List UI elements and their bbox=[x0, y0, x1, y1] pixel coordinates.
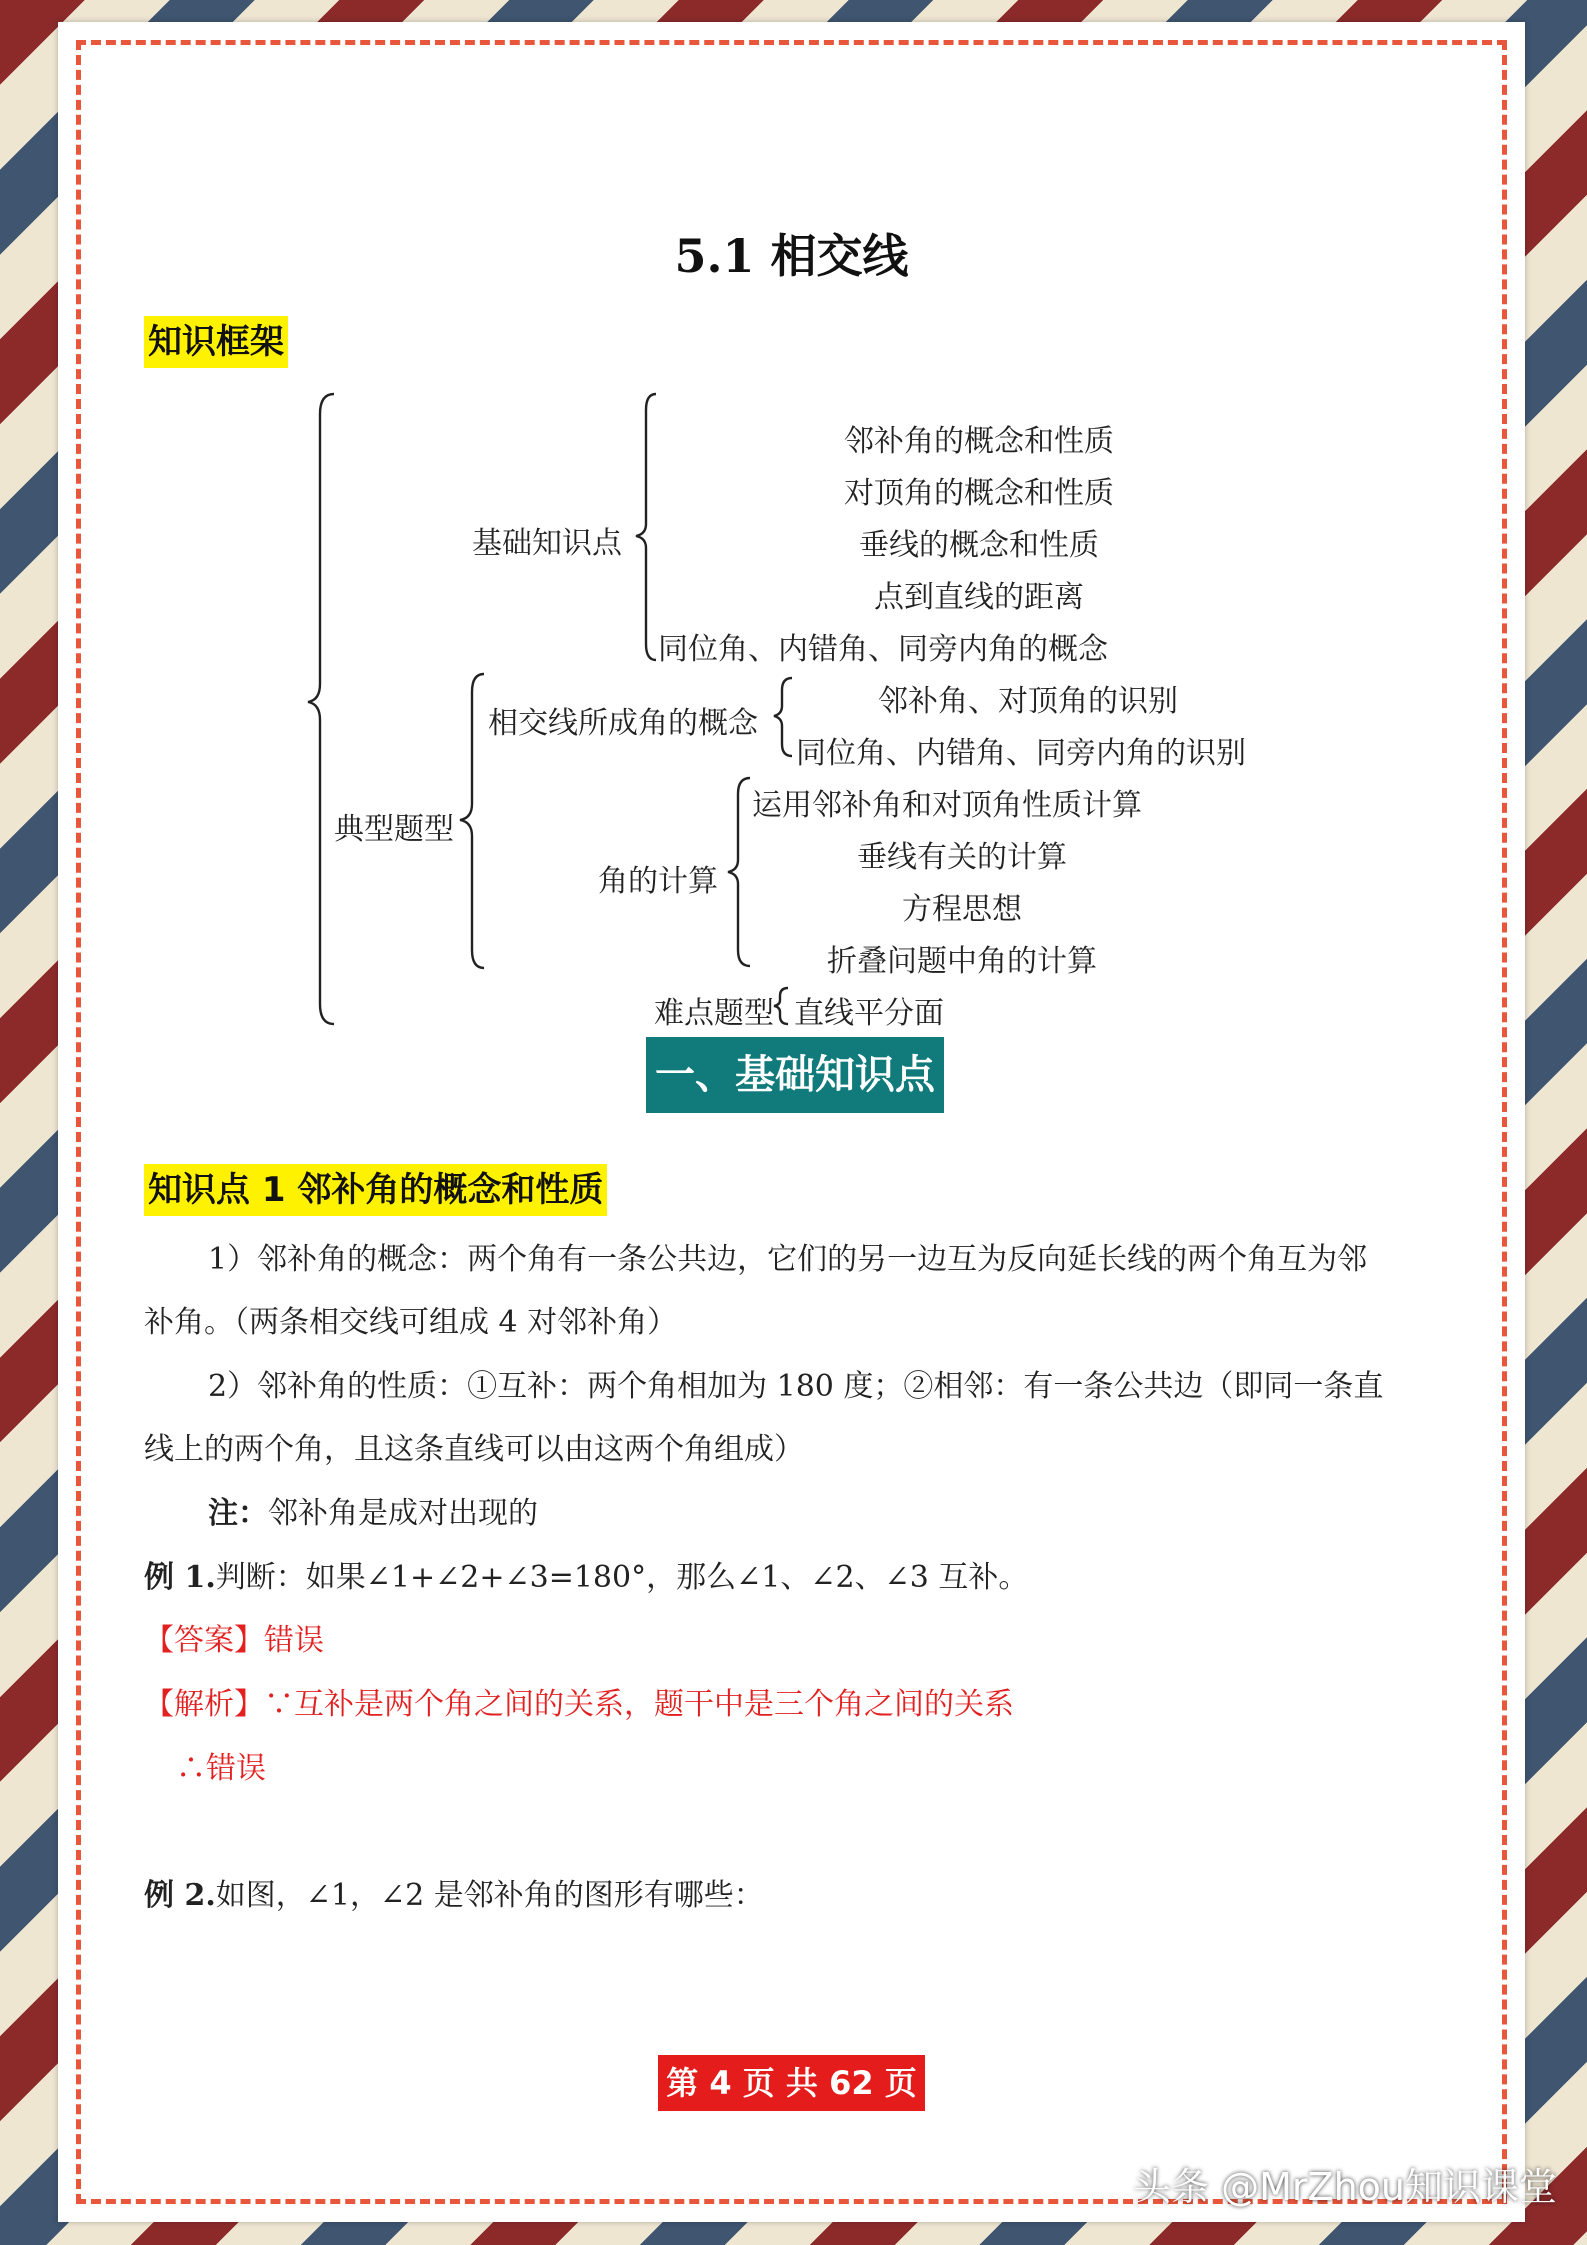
tree-basic-item: 同位角、内错角、同旁内角的概念 bbox=[658, 632, 1108, 667]
section-banner: 一、基础知识点 bbox=[646, 1037, 944, 1113]
tree-basic: 基础知识点 bbox=[472, 526, 622, 561]
analysis-conclusion: ∴错误 bbox=[176, 1751, 266, 1786]
tree-concept-item: 同位角、内错角、同旁内角的识别 bbox=[796, 736, 1246, 771]
tree-calc: 角的计算 bbox=[598, 864, 718, 899]
kp1-heading: 知识点 1 邻补角的概念和性质 bbox=[144, 1162, 607, 1211]
tree-calc-item: 折叠问题中角的计算 bbox=[827, 944, 1097, 979]
paragraph-line: 补角。（两条相交线可组成 4 对邻补角） bbox=[144, 1305, 678, 1340]
note: 注：邻补角是成对出现的 bbox=[208, 1496, 538, 1531]
brace-typical bbox=[460, 674, 484, 968]
analysis: 【解析】∵互补是两个角之间的关系，题干中是三个角之间的关系 bbox=[144, 1687, 1014, 1722]
tree-basic-item: 垂线的概念和性质 bbox=[859, 528, 1099, 563]
tree-basic-item: 点到直线的距离 bbox=[874, 580, 1084, 615]
brace-hard bbox=[774, 988, 788, 1024]
tree-hard-item: 直线平分面 bbox=[794, 996, 944, 1031]
tree-concept-item: 邻补角、对顶角的识别 bbox=[878, 684, 1178, 719]
answer: 【答案】错误 bbox=[144, 1623, 324, 1658]
tree-typical: 典型题型 bbox=[334, 812, 454, 847]
tree-calc-item: 垂线有关的计算 bbox=[857, 840, 1067, 875]
page-title: 5.1 相交线 bbox=[674, 229, 909, 283]
tree-hard: 难点题型 bbox=[654, 996, 774, 1031]
watermark: 头条 @MrZhou知识课堂 bbox=[1133, 2165, 1557, 2209]
document-page bbox=[58, 22, 1525, 2222]
tree-basic-item: 邻补角的概念和性质 bbox=[844, 424, 1114, 459]
brace-concept bbox=[774, 678, 792, 756]
tree-concept: 相交线所成角的概念 bbox=[488, 706, 758, 741]
brace-basic bbox=[636, 394, 656, 660]
brace-root bbox=[308, 394, 334, 1024]
paragraph-line: 线上的两个角，且这条直线可以由这两个角组成） bbox=[144, 1432, 804, 1467]
framework-heading: 知识框架 bbox=[144, 314, 288, 363]
example-2: 例 2.如图，∠1，∠2 是邻补角的图形有哪些： bbox=[144, 1878, 764, 1913]
page-number: 第 4 页 共 62 页 bbox=[658, 2055, 925, 2111]
tree-calc-item: 运用邻补角和对顶角性质计算 bbox=[752, 788, 1142, 823]
example-1: 例 1.判断：如果∠1+∠2+∠3=180°，那么∠1、∠2、∠3 互补。 bbox=[144, 1560, 1029, 1595]
brace-calc bbox=[728, 778, 750, 966]
paragraph-line: 2）邻补角的性质：①互补：两个角相加为 180 度；②相邻：有一条公共边（即同一条直 bbox=[208, 1369, 1384, 1404]
tree-calc-item: 方程思想 bbox=[902, 892, 1022, 927]
paragraph-line: 1）邻补角的概念：两个角有一条公共边，它们的另一边互为反向延长线的两个角互为邻 bbox=[208, 1242, 1368, 1277]
tree-basic-item: 对顶角的概念和性质 bbox=[844, 476, 1114, 511]
